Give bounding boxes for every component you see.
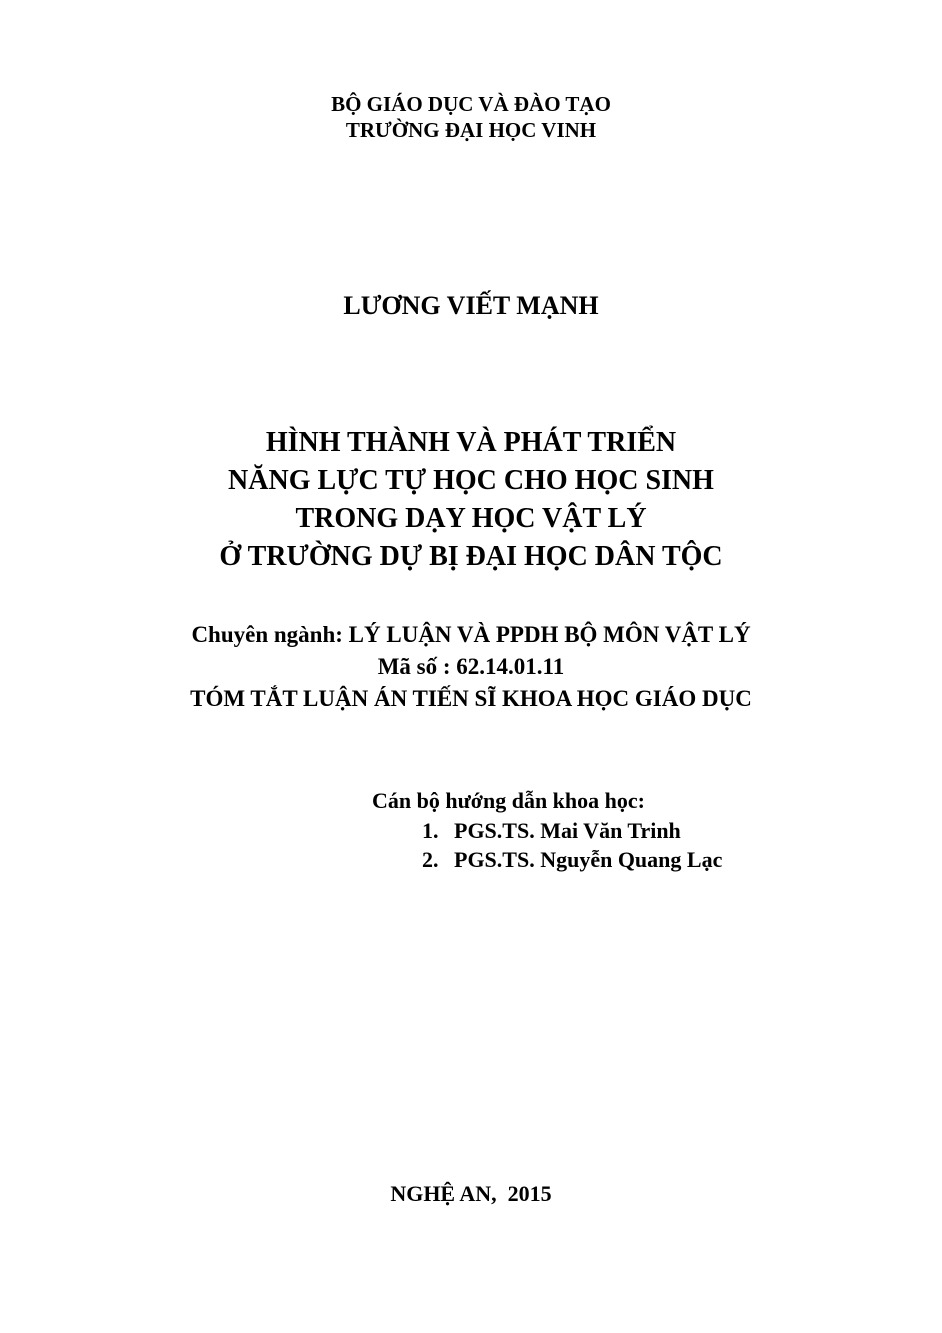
document-type: TÓM TẮT LUẬN ÁN TIẾN SĨ KHOA HỌC GIÁO DỤC <box>190 686 752 711</box>
place-year: NGHỆ AN, 2015 <box>390 1181 552 1206</box>
advisors-heading: Cán bộ hướng dẫn khoa học: <box>372 788 645 813</box>
university-name: TRƯỜNG ĐẠI HỌC VINH <box>345 118 597 142</box>
author-name: LƯƠNG VIẾT MẠNH <box>343 291 599 320</box>
advisor-name: PGS.TS. Nguyễn Quang Lạc <box>454 847 723 872</box>
specialty-code: Mã số : 62.14.01.11 <box>377 654 565 679</box>
thesis-title <box>0 424 942 576</box>
specialty-line: Chuyên ngành: LÝ LUẬN VÀ PPDH BỘ MÔN VẬT LÝ <box>191 622 751 647</box>
advisor-number: 2. <box>422 847 439 872</box>
advisor-name: PGS.TS. Mai Văn Trinh <box>454 818 681 843</box>
title-line: NĂNG LỰC TỰ HỌC CHO HỌC SINH <box>228 465 714 496</box>
title-line: TRONG DẠY HỌC VẬT LÝ <box>295 503 647 534</box>
ministry-name: BỘ GIÁO DỤC VÀ ĐÀO TẠO <box>331 92 611 116</box>
advisor-item <box>422 846 722 874</box>
advisor-number: 1. <box>422 818 439 843</box>
institution-header <box>0 91 942 143</box>
title-line: HÌNH THÀNH VÀ PHÁT TRIỂN <box>265 427 677 458</box>
title-line: Ở TRƯỜNG DỰ BỊ ĐẠI HỌC DÂN TỘC <box>219 541 723 572</box>
advisor-item <box>422 817 681 845</box>
